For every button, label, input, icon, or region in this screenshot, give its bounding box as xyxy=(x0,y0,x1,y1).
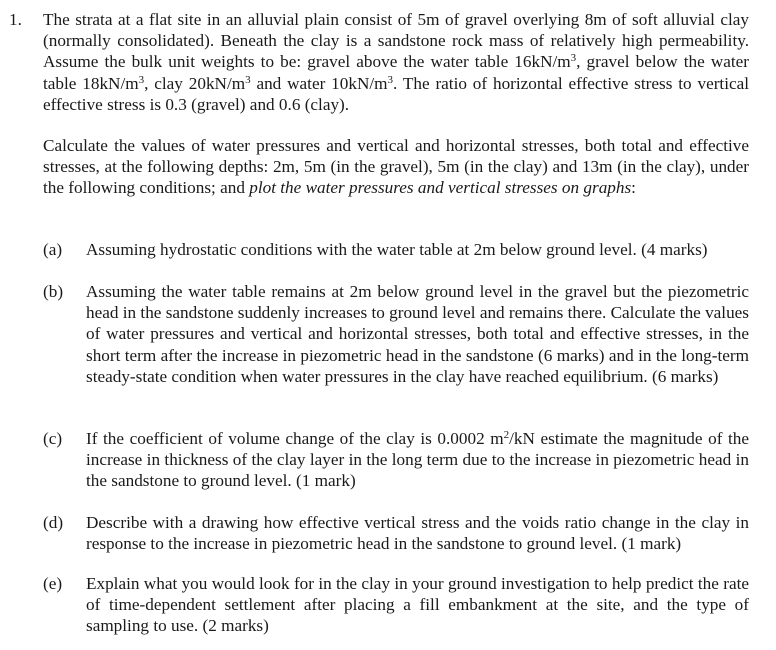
part-d-label: (d) xyxy=(43,513,64,532)
superscript-3: 3 xyxy=(138,73,145,86)
question-number: 1. xyxy=(9,10,22,29)
part-a-text: Assuming hydrostatic conditions with the water table at 2m below ground level. (4 marks) xyxy=(86,240,708,259)
part-c-text-2: /kN estimate the magnitude of the increase in thickness of the clay layer in the long term due to the increase in piezometric head in the sandstone to ground level. (1 mark) xyxy=(86,429,750,491)
instruction-text-2: : xyxy=(631,178,636,198)
question-instruction xyxy=(43,135,749,199)
part-c-label: (c) xyxy=(43,429,63,448)
part-b-label: (b) xyxy=(43,282,64,301)
part-c-text xyxy=(86,428,749,492)
instruction-italic: plot the water pressures and vertical stresses on graphs xyxy=(249,178,632,198)
instruction-text-1: Calculate the values of water pressures and vertical and horizontal stresses, both total and effective stresses, at the following depths: 2m, 5m (in the gravel), 5m (in the clay) and 13m (in the clay), under the following conditions; and xyxy=(43,136,749,198)
intro-text-1: The strata at a flat site in an alluvial plain consist of 5m of gravel overlying 8m of soft alluvial clay (normally consolidated). Beneath the clay is a sandstone rock mass of relatively high permeability. Assume the bulk unit weights to be: gravel above the water table 16kN/m xyxy=(43,10,749,72)
part-d-text: Describe with a drawing how effective vertical stress and the voids ratio change in the clay in response to the increase in piezometric head in the sandstone to ground level. (1 mark) xyxy=(86,513,749,554)
intro-text-5: . The ratio of horizontal effective stress to vertical effective stress is 0.3 (gravel) and 0.6 (clay). xyxy=(43,73,749,114)
part-c-text-1: If the coefficient of volume change of the clay is 0.0002 m xyxy=(86,429,504,448)
superscript-3: 3 xyxy=(570,52,577,65)
intro-text-4: and water 10kN/m xyxy=(250,73,388,93)
intro-text-3: , clay 20kN/m xyxy=(144,73,246,93)
part-e-label: (e) xyxy=(43,574,63,593)
superscript-3: 3 xyxy=(245,73,251,86)
part-e-text: Explain what you would look for in the clay in your ground investigation to help predict the rate of time-dependent settlement after placing a fill embankment at the site, and the type of sampling to use. (2 marks) xyxy=(86,574,749,636)
part-b-text: Assuming the water table remains at 2m below ground level in the gravel but the piezometric head in the sandstone suddenly increases to ground level and remains there. Calculate the values of water pressures and vertical and horizontal stresses, both total and effective stresses, in the short term after the increase in piezometric head in the sandstone (6 marks) and in the long-term steady-state condition when water pressures in the clay have reached equilibrium. (6 marks) xyxy=(86,282,749,386)
intro-text-2: , gravel below the water table 18kN/m xyxy=(43,52,749,93)
question-intro xyxy=(43,9,749,115)
superscript-3: 3 xyxy=(387,73,394,86)
superscript-2: 2 xyxy=(503,429,510,441)
part-a-label: (a) xyxy=(43,240,63,259)
